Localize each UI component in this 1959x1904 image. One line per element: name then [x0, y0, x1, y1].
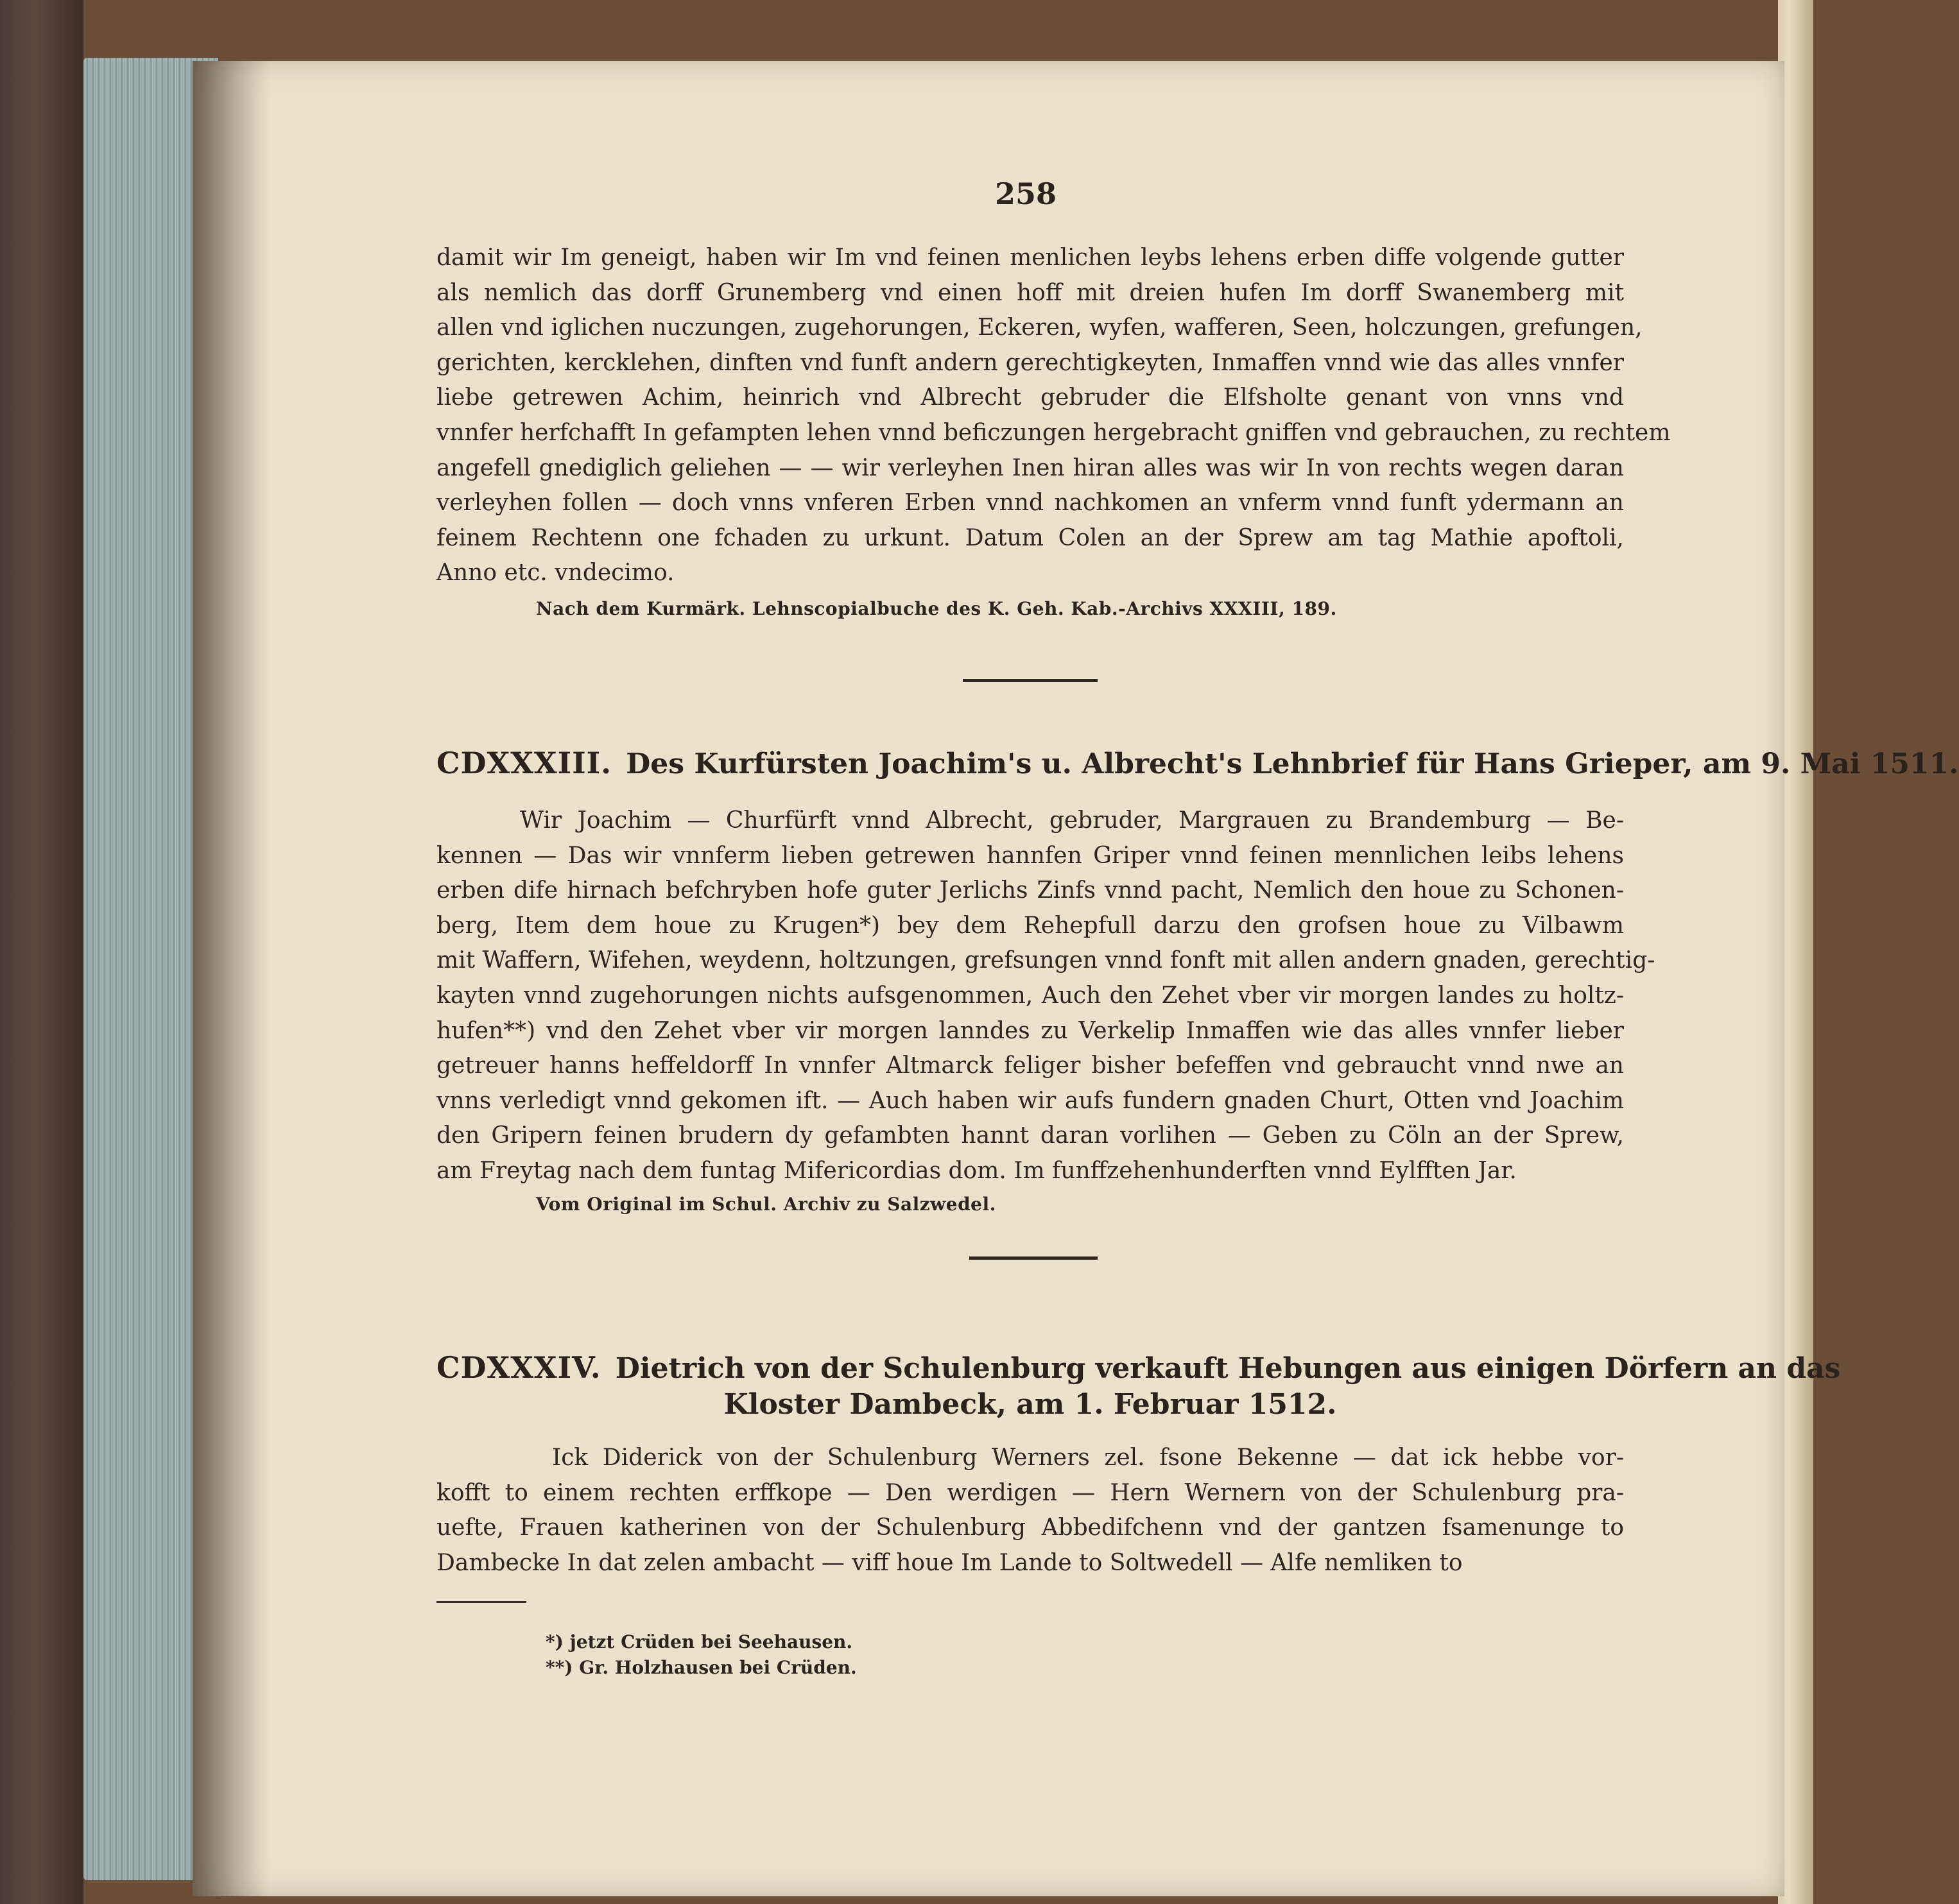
section-title-line1: Dietrich von der Schulenburg verkauft Hebungen aus einigen Dörfern an das — [615, 1352, 1841, 1385]
text-line: Wir Joachim — Churfürft vnnd Albrecht, gebruder, Margrauen zu Brandemburg — Be- — [520, 807, 1624, 834]
text-line: kofft to einem rechten erffkope — Den werdigen — Hern Wernern von der Schulenburg pra- — [436, 1479, 1624, 1506]
text-line: verleyhen follen — doch vnns vnferen Erben vnnd nachkomen an vnferm vnnd funft ydermann an — [436, 490, 1624, 517]
source-note-2: Vom Original im Schul. Archiv zu Salzwedel. — [536, 1194, 996, 1215]
text-line: uefte, Frauen katherinen von der Schulenburg Abbedifchenn vnd der gantzen fsamenunge to — [436, 1514, 1624, 1541]
text-line: Anno etc. vndecimo. — [436, 560, 675, 587]
page-number: 258 — [995, 176, 1057, 211]
text-line: berg, Item dem houe zu Krugen*) bey dem Rehepfull darzu den grofsen houe zu Vilbawm — [436, 912, 1624, 939]
section-title: Des Kurfürsten Joachim's u. Albrecht's Lehnbrief für Hans Grieper, am 9. Mai 1511. — [626, 748, 1959, 780]
document-text-cdxxxiv — [436, 1441, 1624, 1581]
text-line: angefell gnediglich geliehen — — wir verleyhen Inen hiran alles was wir In von rechts wegen daran — [436, 454, 1624, 481]
text-line: Ick Diderick von der Schulenburg Werners zel. fsone Bekenne — dat ick hebbe vor- — [552, 1445, 1624, 1471]
section-number: CDXXXIII. — [436, 746, 612, 780]
text-line: liebe getrewen Achim, heinrich vnd Albrecht gebruder die Elfsholte genant von vnns vnd — [436, 384, 1624, 411]
footnote-divider — [436, 1601, 526, 1603]
text-line: damit wir Im geneigt, haben wir Im vnd feinen menlichen leybs lehens erben diffe volgende gutter — [436, 244, 1624, 271]
source-note-1: Nach dem Kurmärk. Lehnscopialbuche des K. Geh. Kab.-Archivs XXXIII, 189. — [536, 598, 1337, 619]
text-line: allen vnd iglichen nuczungen, zugehorungen, Eckeren, wyfen, wafferen, Seen, holczungen, grefungen, — [436, 314, 1643, 341]
text-line: am Freytag nach dem funtag Mifericordias dom. Im funffzehenhunderften vnnd Eylfften Jar. — [436, 1157, 1517, 1184]
text-line: kennen — Das wir vnnferm lieben getrewen hannfen Griper vnnd feinen mennlichen leibs lehens — [436, 842, 1624, 869]
section-divider-1 — [963, 679, 1098, 682]
section-heading-cdxxxiv-line2 — [436, 1386, 1624, 1423]
section-number: CDXXXIV. — [436, 1350, 601, 1385]
document-text-cdxxxiii — [436, 803, 1655, 1189]
text-line: gerichten, kercklehen, dinften vnd funft andern gerechtigkeyten, Inmaffen vnnd wie das alles vnnfer — [436, 349, 1624, 376]
text-line: mit Waffern, Wifehen, weydenn, holtzungen, grefsungen vnnd fonft mit allen andern gnaden, gerechtig- — [436, 947, 1655, 974]
text-line: kayten vnnd zugehorungen nichts aufsgenommen, Auch den Zehet vber vir morgen landes zu holtz- — [436, 982, 1624, 1009]
gutter-shadow — [193, 61, 270, 1896]
text-line: hufen**) vnd den Zehet vber vir morgen lanndes zu Verkelip Inmaffen wie das alles vnnfer lieber — [436, 1017, 1624, 1044]
text-line: den Gripern feinen brudern dy gefambten hannt daran vorlihen — Geben zu Cöln an der Sprew, — [436, 1122, 1624, 1149]
book-cover-left — [0, 0, 83, 1904]
text-line: feinem Rechtenn one fchaden zu urkunt. Datum Colen an der Sprew am tag Mathie apoftoli, — [436, 524, 1624, 551]
footnote: **) Gr. Holzhausen bei Crüden. — [546, 1657, 857, 1678]
text-line: vnns verledigt vnnd gekomen ift. — Auch haben wir aufs fundern gnaden Churt, Otten vnd Joachim — [436, 1087, 1624, 1114]
text-line: Dambecke In dat zelen ambacht — viff houe Im Lande to Soltwedell — Alfe nemliken to — [436, 1549, 1463, 1576]
section-title-line2: Kloster Dambeck, am 1. Februar 1512. — [723, 1388, 1337, 1421]
continuation-paragraph — [436, 241, 1671, 591]
footnote: *) jetzt Crüden bei Seehausen. — [546, 1631, 853, 1652]
section-heading-cdxxxiii — [436, 744, 1959, 783]
section-heading-cdxxxiv — [436, 1349, 1841, 1387]
text-line: getreuer hanns heffeldorff In vnnfer Altmarck feliger bisher befeffen vnd gebraucht vnnd nwe an — [436, 1052, 1624, 1079]
section-divider-2 — [969, 1256, 1098, 1260]
text-line: als nemlich das dorff Grunemberg vnd einen hoff mit dreien hufen Im dorff Swanemberg mit — [436, 279, 1624, 306]
text-line: erben dife hirnach befchryben hofe guter Jerlichs Zinfs vnnd pacht, Nemlich den houe zu Schonen- — [436, 877, 1624, 904]
text-line: vnnfer herfchafft In gefampten lehen vnnd beficzungen hergebracht gniffen vnd gebrauchen, zu rechtem — [436, 419, 1671, 446]
